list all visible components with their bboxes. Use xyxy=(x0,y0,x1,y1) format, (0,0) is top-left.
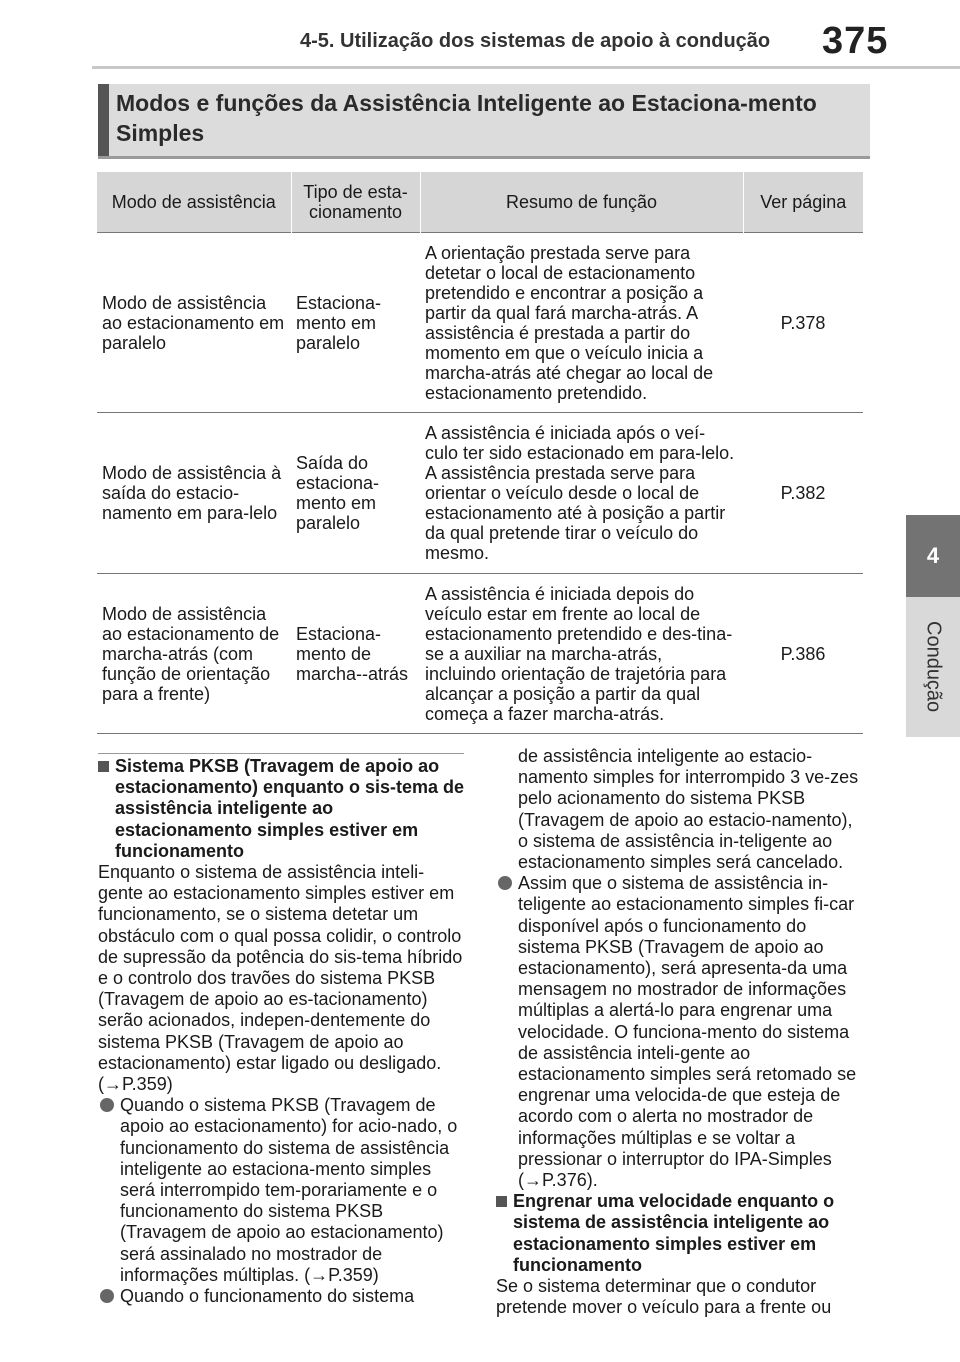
subheading-pksb xyxy=(98,756,468,862)
table-row xyxy=(97,413,863,574)
table-cell-summary: A orientação prestada serve para detetar o local de estacionamento pretendido e encontrar a posição a partir da qual fará marcha-atrás. A assistência é prestada a partir do momento em que o veículo inicia a marcha-atrás até chegar ao local de estacionamento pretendido. xyxy=(420,233,743,413)
column-divider xyxy=(98,753,464,754)
page-number: 375 xyxy=(822,20,889,62)
table-header-type: Tipo de esta-cionamento xyxy=(291,172,420,233)
table-row xyxy=(97,233,863,413)
table-cell-mode: Modo de assistência ao estacionamento em paralelo xyxy=(97,233,291,413)
chapter-header: 4-5. Utilização dos sistemas de apoio à condução xyxy=(300,30,771,52)
bullet-continuation: de assistência inteligente ao estacio-namento simples for interrompido 3 ve-zes pelo acionamento do sistema PKSB (Travagem de apoio ao estacio-namento), o sistema de assistência in-teligente ao estacionamento simples será cancelado. xyxy=(518,746,859,873)
circle-bullet-icon xyxy=(100,1289,114,1303)
table-cell-page: P.378 xyxy=(743,233,863,413)
chapter-tab-label-text: Condução xyxy=(922,621,945,713)
table-cell-page: P.386 xyxy=(743,574,863,734)
left-column xyxy=(98,756,468,1307)
subheading-gear xyxy=(496,1191,866,1276)
header-divider xyxy=(92,66,960,69)
table-cell-mode: Modo de assistência à saída do estacio-namento em para-lelo xyxy=(97,413,291,574)
chapter-tab-label xyxy=(906,597,960,737)
section-title: Modos e funções da Assistência Inteligente ao Estaciona-mento Simples xyxy=(116,90,817,146)
table-cell-summary: A assistência é iniciada após o veí-culo ter sido estacionado em para-lelo. A assistência prestada serve para orientar o veículo desde o local de estacionamento até à posição a partir da qual pretende tirar o veículo do mesmo. xyxy=(420,413,743,574)
table-row xyxy=(97,574,863,734)
table-header-mode: Modo de assistência xyxy=(97,172,291,233)
table-cell-type: Estaciona-mento em paralelo xyxy=(291,233,420,413)
section-title-accent xyxy=(98,84,109,156)
table-cell-page: P.382 xyxy=(743,413,863,574)
table-header-summary: Resumo de função xyxy=(420,172,743,233)
bullet-text: Quando o funcionamento do sistema xyxy=(120,1286,415,1307)
circle-bullet-icon xyxy=(498,876,512,890)
bullet-item xyxy=(496,873,866,1191)
table-cell-mode: Modo de assistência ao estacionamento de marcha-atrás (com função de orientação para a frente) xyxy=(97,574,291,734)
table-cell-type: Saída do estaciona-mento em paralelo xyxy=(291,413,420,574)
table-cell-summary: A assistência é iniciada depois do veículo estar em frente ao local de estacionamento pretendido e des-tina-se a auxiliar na marcha-atrás, incluindo orientação de trajetória para alcançar a posição a partir da qual começa a fazer marcha-atrás. xyxy=(420,574,743,734)
chapter-tab-number: 4 xyxy=(906,515,960,597)
square-bullet-icon xyxy=(496,1196,507,1207)
square-bullet-icon xyxy=(98,761,109,772)
paragraph-gear: Se o sistema determinar que o condutor pretende mover o veículo para a frente ou xyxy=(496,1276,832,1318)
bullet-item xyxy=(98,1286,468,1307)
table-header-row xyxy=(97,172,863,233)
modes-table xyxy=(97,172,863,734)
section-title-underline xyxy=(98,156,870,159)
circle-bullet-icon xyxy=(100,1098,114,1112)
subheading-pksb-text: Sistema PKSB (Travagem de apoio ao estacionamento) enquanto o sis-tema de assistência inteligente ao estacionamento simples estiver em funcionamento xyxy=(115,756,465,861)
bullet-text: Quando o sistema PKSB (Travagem de apoio ao estacionamento) for acio-nado, o funcionamento do sistema de assistência inteligente ao estaciona-mento simples será interrompido tem-porariamente e o funcionamento do sistema PKSB (Travagem de apoio ao estacionamento) será assinalado no mostrador de informações múltiplas. (→P.359) xyxy=(120,1095,458,1285)
table-cell-type: Estaciona-mento de marcha--atrás xyxy=(291,574,420,734)
paragraph-pksb: Enquanto o sistema de assistência inteli-gente ao estacionamento simples estiver em funcionamento, se o sistema detetar um obstáculo com o qual possa colidir, o controlo de supressão da potência do sis-tema híbrido e o controlo dos travões do sistema PKSB (Travagem de apoio ao es-tacionamento) serão acionados, indepen-dentemente do sistema PKSB (Travagem de apoio ao estacionamento) estar ligado ou desligado. (→P.359) xyxy=(98,862,463,1095)
table-header-page: Ver página xyxy=(743,172,863,233)
subheading-gear-text: Engrenar uma velocidade enquanto o sistema de assistência inteligente ao estacionamento simples estiver em funcionamento xyxy=(513,1191,835,1275)
bullet-item xyxy=(98,1095,468,1286)
bullet-text: Assim que o sistema de assistência in-teligente ao estacionamento simples fi-car disponível após o funcionamento do sistema PKSB (Travagem de apoio ao estacionamento), será apresenta-da uma mensagem no mostrador de informações múltiplas a alertá-lo para engrenar uma velocidade. O funciona-mento do sistema de assistência inteli-gente ao estacionamento simples será retomado se engrenar uma velocida-de que esteja de acordo com o alerta no mostrador de informações múltiplas e se voltar a pressionar o interruptor do IPA-Simples (→P.376). xyxy=(518,873,857,1191)
right-column xyxy=(496,746,866,1318)
